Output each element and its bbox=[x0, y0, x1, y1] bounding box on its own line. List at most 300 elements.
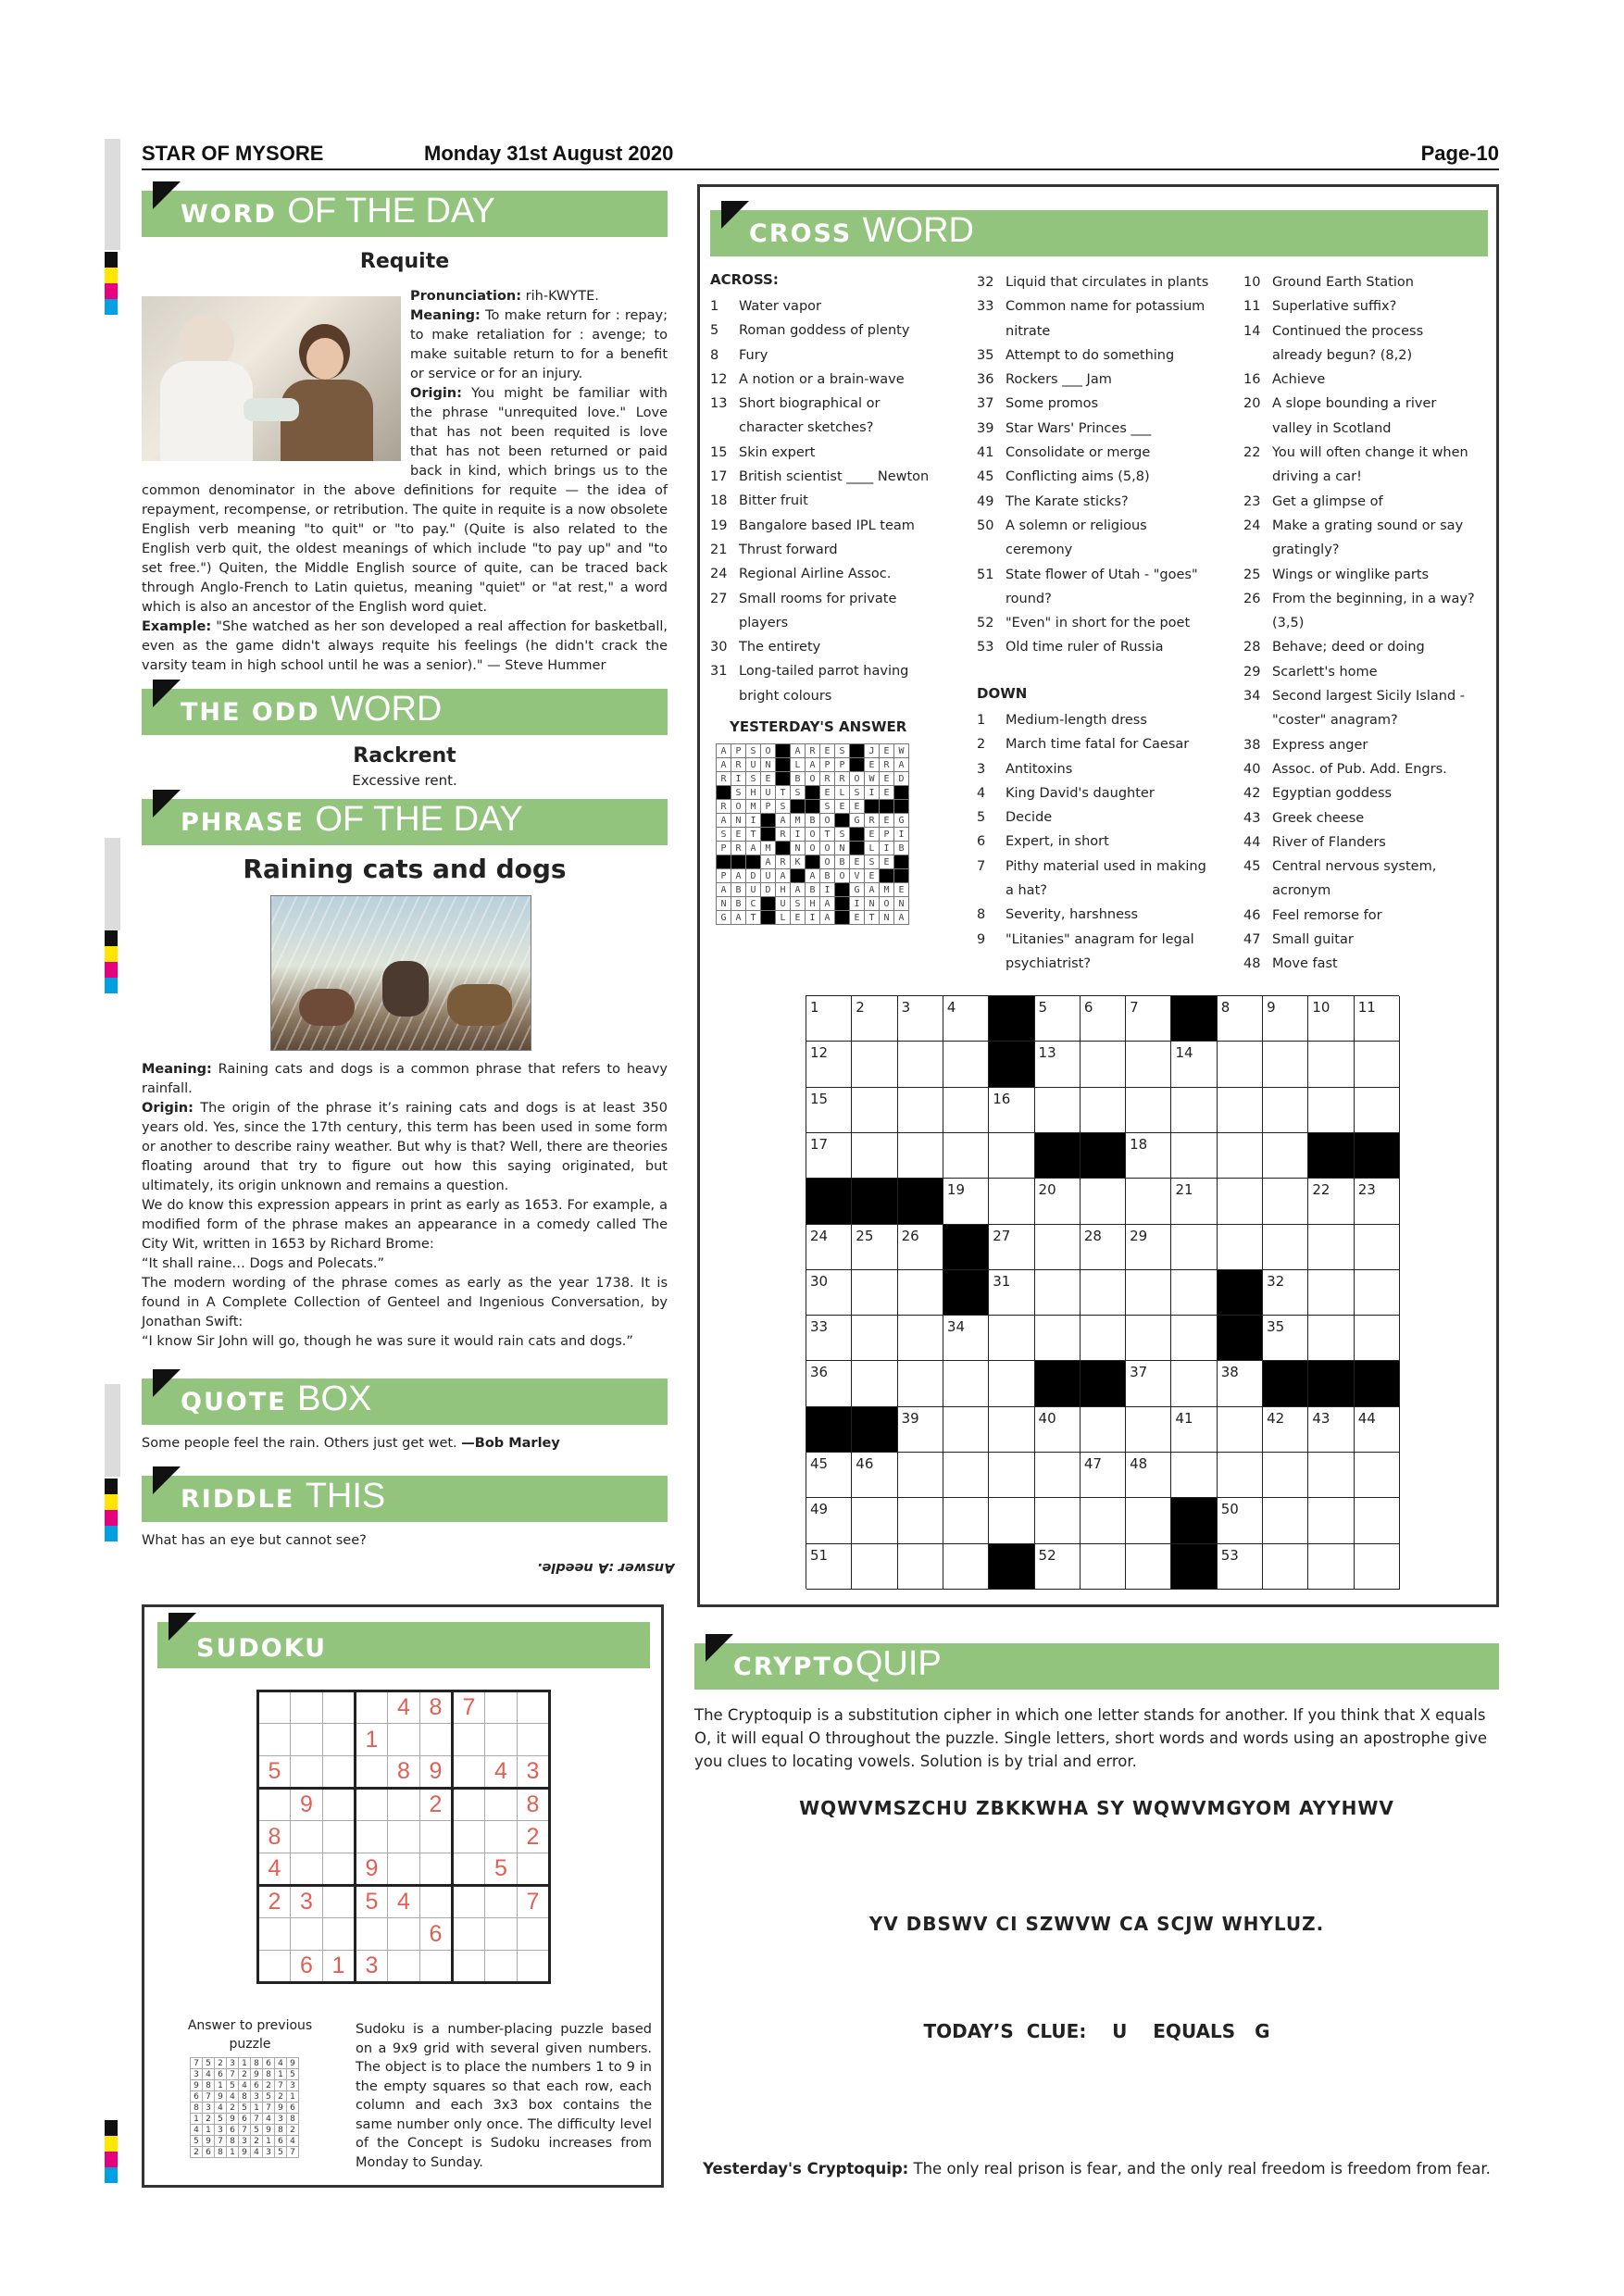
sudoku-cell[interactable]: 5 bbox=[258, 1756, 291, 1789]
answer-cell bbox=[776, 772, 791, 786]
crossword-cell[interactable]: 4 bbox=[943, 996, 989, 1042]
crossword-cell[interactable] bbox=[852, 1088, 897, 1133]
clue-item bbox=[1243, 294, 1493, 318]
sudoku-cell[interactable] bbox=[453, 1789, 485, 1821]
clue-text: Severity, harshness bbox=[1006, 907, 1139, 923]
sudoku-answer-cell: 4 bbox=[263, 2114, 275, 2125]
sudoku-cell[interactable]: 4 bbox=[388, 1886, 420, 1918]
sudoku-cell[interactable]: 2 bbox=[258, 1886, 291, 1918]
crossword-cell[interactable] bbox=[1081, 1270, 1126, 1316]
crossword-cell[interactable]: 53 bbox=[1218, 1544, 1263, 1590]
sudoku-cell[interactable]: 5 bbox=[485, 1853, 518, 1886]
crossword-cell[interactable] bbox=[1218, 1088, 1263, 1133]
crossword-cell[interactable]: 26 bbox=[898, 1225, 943, 1270]
crossword-cell[interactable]: 7 bbox=[1126, 996, 1171, 1042]
crossword-cell[interactable] bbox=[943, 1544, 989, 1590]
answer-cell: P bbox=[731, 744, 746, 758]
sudoku-cell[interactable] bbox=[356, 1789, 388, 1821]
sudoku-answer-cell: 5 bbox=[215, 2114, 227, 2125]
crossword-cell[interactable] bbox=[1126, 1088, 1171, 1133]
crossword-cell[interactable] bbox=[1035, 1316, 1081, 1361]
crossword-cell[interactable]: 42 bbox=[1263, 1407, 1308, 1453]
crossword-cell[interactable] bbox=[1355, 1042, 1400, 1087]
crossword-cell[interactable]: 3 bbox=[898, 996, 943, 1042]
crossword-cell[interactable] bbox=[1308, 1225, 1354, 1270]
clue-text: State flower of Utah - "goes" bbox=[1006, 567, 1198, 582]
crossword-cell[interactable] bbox=[1308, 1270, 1354, 1316]
sudoku-cell[interactable] bbox=[485, 1821, 518, 1853]
crossword-cell[interactable]: 38 bbox=[1218, 1361, 1263, 1406]
crossword-cell[interactable]: 1 bbox=[806, 996, 852, 1042]
answer-cell: S bbox=[776, 800, 791, 814]
crossword-grid[interactable] bbox=[806, 995, 1399, 1589]
sudoku-cell[interactable] bbox=[291, 1691, 323, 1724]
sudoku-cell[interactable]: 8 bbox=[258, 1821, 291, 1853]
crossword-cell[interactable] bbox=[1171, 1316, 1217, 1361]
crossword-cell[interactable]: 39 bbox=[898, 1407, 943, 1453]
crossword-cell[interactable] bbox=[943, 1453, 989, 1498]
crossword-cell[interactable]: 21 bbox=[1171, 1179, 1217, 1224]
page-number: Page-10 bbox=[1420, 142, 1499, 165]
crossword-cell[interactable] bbox=[1171, 1361, 1217, 1406]
clue-item bbox=[977, 587, 1227, 611]
sudoku-cell[interactable]: 4 bbox=[485, 1756, 518, 1789]
crossword-cell[interactable] bbox=[943, 1361, 989, 1406]
answer-cell: S bbox=[791, 786, 806, 800]
sudoku-cell[interactable] bbox=[485, 1789, 518, 1821]
sudoku-cell[interactable] bbox=[453, 1918, 485, 1951]
crossword-cell[interactable]: 52 bbox=[1035, 1544, 1081, 1590]
sudoku-answer-cell: 3 bbox=[215, 2125, 227, 2136]
crossword-cell[interactable] bbox=[852, 1133, 897, 1179]
answer-cell: U bbox=[746, 758, 761, 772]
crossword-cell[interactable] bbox=[898, 1088, 943, 1133]
crossword-cell[interactable] bbox=[1355, 1316, 1400, 1361]
sudoku-cell[interactable] bbox=[420, 1951, 453, 1983]
crossword-cell[interactable]: 10 bbox=[1308, 996, 1354, 1042]
sudoku-cell[interactable]: 2 bbox=[518, 1821, 550, 1853]
sudoku-cell[interactable] bbox=[420, 1886, 453, 1918]
sudoku-cell[interactable]: 3 bbox=[291, 1886, 323, 1918]
answer-cell: B bbox=[820, 869, 835, 883]
sudoku-cell[interactable] bbox=[258, 1789, 291, 1821]
corner-triangle-icon bbox=[153, 181, 181, 209]
answer-cell: E bbox=[880, 786, 894, 800]
crossword-cell[interactable]: 17 bbox=[806, 1133, 852, 1179]
clue-number: 45 bbox=[977, 469, 994, 485]
sudoku-cell[interactable] bbox=[518, 1918, 550, 1951]
crossword-cell[interactable]: 25 bbox=[852, 1225, 897, 1270]
clue-item bbox=[1243, 441, 1493, 465]
crossword-cell[interactable] bbox=[1218, 1133, 1263, 1179]
crossword-cell[interactable] bbox=[852, 1544, 897, 1590]
crossword-cell[interactable] bbox=[1035, 1453, 1081, 1498]
crossword-cell[interactable] bbox=[1126, 1498, 1171, 1543]
crossword-cell[interactable] bbox=[1263, 1179, 1308, 1224]
clue-number bbox=[977, 879, 1006, 903]
crossword-cell[interactable] bbox=[1126, 1042, 1171, 1087]
clue-item bbox=[710, 368, 960, 392]
crossword-cell[interactable] bbox=[989, 1407, 1034, 1453]
sudoku-cell[interactable]: 3 bbox=[518, 1756, 550, 1789]
crossword-cell[interactable] bbox=[943, 1088, 989, 1133]
sudoku-cell[interactable]: 8 bbox=[518, 1789, 550, 1821]
crossword-cell[interactable] bbox=[1126, 1179, 1171, 1224]
sudoku-cell[interactable] bbox=[485, 1918, 518, 1951]
crossword-cell[interactable] bbox=[1218, 1453, 1263, 1498]
crossword-cell[interactable]: 24 bbox=[806, 1225, 852, 1270]
answer-cell bbox=[761, 828, 776, 842]
crossword-cell[interactable]: 44 bbox=[1355, 1407, 1400, 1453]
sudoku-cell[interactable] bbox=[388, 1951, 420, 1983]
sudoku-cell[interactable]: 1 bbox=[323, 1951, 356, 1983]
crossword-cell[interactable] bbox=[852, 1270, 897, 1316]
crossword-cell[interactable] bbox=[1308, 1042, 1354, 1087]
sudoku-cell[interactable] bbox=[356, 1821, 388, 1853]
sudoku-cell[interactable] bbox=[323, 1821, 356, 1853]
sudoku-cell[interactable]: 7 bbox=[518, 1886, 550, 1918]
sudoku-cell[interactable] bbox=[323, 1789, 356, 1821]
clue-text: Feel remorse for bbox=[1272, 907, 1382, 923]
sudoku-answer-cell: 8 bbox=[203, 2080, 215, 2091]
sudoku-cell[interactable] bbox=[420, 1821, 453, 1853]
sudoku-cell[interactable] bbox=[258, 1918, 291, 1951]
sudoku-cell[interactable]: 9 bbox=[420, 1756, 453, 1789]
crossword-cell[interactable] bbox=[1263, 1453, 1308, 1498]
crossword-cell[interactable] bbox=[852, 1042, 897, 1087]
sudoku-answer-cell: 1 bbox=[263, 2136, 275, 2147]
sudoku-cell[interactable] bbox=[388, 1724, 420, 1756]
crossword-cell[interactable] bbox=[1218, 1407, 1263, 1453]
crossword-cell[interactable] bbox=[1171, 1133, 1217, 1179]
clue-number: 9 bbox=[977, 931, 986, 947]
crossword-cell[interactable]: 19 bbox=[943, 1179, 989, 1224]
sudoku-cell[interactable] bbox=[420, 1724, 453, 1756]
sudoku-cell[interactable] bbox=[356, 1691, 388, 1724]
crossword-cell[interactable]: 18 bbox=[1126, 1133, 1171, 1179]
crossword-cell[interactable] bbox=[1355, 1498, 1400, 1543]
crossword-cell[interactable]: 29 bbox=[1126, 1225, 1171, 1270]
sudoku-cell[interactable] bbox=[323, 1886, 356, 1918]
sudoku-cell[interactable]: 9 bbox=[291, 1789, 323, 1821]
crossword-cell[interactable] bbox=[1081, 1544, 1126, 1590]
crossword-cell[interactable]: 47 bbox=[1081, 1453, 1126, 1498]
clue-item bbox=[977, 563, 1227, 587]
crossword-cell[interactable]: 49 bbox=[806, 1498, 852, 1543]
crossword-cell[interactable] bbox=[1263, 1225, 1308, 1270]
crossword-cell[interactable] bbox=[1263, 1088, 1308, 1133]
crossword-cell[interactable] bbox=[1171, 1088, 1217, 1133]
sudoku-answer-cell: 4 bbox=[275, 2058, 287, 2069]
crossword-cell[interactable] bbox=[898, 1453, 943, 1498]
sudoku-cell[interactable] bbox=[291, 1918, 323, 1951]
crossword-cell[interactable] bbox=[1126, 1544, 1171, 1590]
crossword-cell[interactable]: 27 bbox=[989, 1225, 1034, 1270]
crossword-cell[interactable] bbox=[1308, 1498, 1354, 1543]
crossword-cell[interactable] bbox=[989, 1316, 1034, 1361]
crossword-cell[interactable]: 6 bbox=[1081, 996, 1126, 1042]
sudoku-cell[interactable] bbox=[323, 1853, 356, 1886]
crossword-block bbox=[898, 1179, 943, 1224]
crossword-cell[interactable]: 23 bbox=[1355, 1179, 1400, 1224]
crossword-cell[interactable]: 9 bbox=[1263, 996, 1308, 1042]
crossword-cell[interactable] bbox=[1126, 1407, 1171, 1453]
crossword-cell[interactable] bbox=[1081, 1407, 1126, 1453]
crossword-cell[interactable] bbox=[1263, 1133, 1308, 1179]
sudoku-answer-cell: 3 bbox=[275, 2114, 287, 2125]
crossword-cell[interactable] bbox=[1218, 1225, 1263, 1270]
sudoku-answer-cell: 5 bbox=[203, 2058, 215, 2069]
crossword-cell[interactable] bbox=[898, 1498, 943, 1543]
crossword-cell[interactable] bbox=[898, 1133, 943, 1179]
sudoku-answer-cell: 4 bbox=[203, 2069, 215, 2080]
sudoku-cell[interactable] bbox=[323, 1691, 356, 1724]
crossword-cell[interactable] bbox=[1126, 1270, 1171, 1316]
sudoku-cell[interactable] bbox=[258, 1724, 291, 1756]
crossword-cell[interactable]: 31 bbox=[989, 1270, 1034, 1316]
crossword-block bbox=[1081, 1133, 1126, 1179]
crossword-cell[interactable] bbox=[1035, 1225, 1081, 1270]
crossword-cell[interactable]: 12 bbox=[806, 1042, 852, 1087]
crossword-cell[interactable]: 11 bbox=[1355, 996, 1400, 1042]
crossword-cell[interactable]: 35 bbox=[1263, 1316, 1308, 1361]
sudoku-cell[interactable] bbox=[485, 1886, 518, 1918]
sudoku-cell[interactable] bbox=[453, 1821, 485, 1853]
crossword-cell[interactable]: 45 bbox=[806, 1453, 852, 1498]
answer-cell: P bbox=[761, 800, 776, 814]
clue-item bbox=[710, 635, 960, 659]
crossword-cell[interactable] bbox=[1355, 1544, 1400, 1590]
crossword-cell[interactable] bbox=[1126, 1316, 1171, 1361]
registration-colour-mark bbox=[105, 1479, 118, 1541]
crossword-cell[interactable]: 2 bbox=[852, 996, 897, 1042]
sudoku-cell[interactable] bbox=[323, 1756, 356, 1789]
crossword-cell[interactable] bbox=[898, 1042, 943, 1087]
answer-cell: A bbox=[776, 869, 791, 883]
crossword-cell[interactable] bbox=[1308, 1088, 1354, 1133]
crossword-cell[interactable] bbox=[852, 1498, 897, 1543]
sudoku-cell[interactable]: 8 bbox=[420, 1691, 453, 1724]
sudoku-answer-cell: 1 bbox=[215, 2080, 227, 2091]
sudoku-cell[interactable] bbox=[388, 1821, 420, 1853]
crossword-cell[interactable] bbox=[1308, 1544, 1354, 1590]
crossword-cell[interactable]: 5 bbox=[1035, 996, 1081, 1042]
crossword-cell[interactable]: 20 bbox=[1035, 1179, 1081, 1224]
crossword-cell[interactable]: 37 bbox=[1126, 1361, 1171, 1406]
crossword-cell[interactable] bbox=[1355, 1088, 1400, 1133]
crossword-cell[interactable] bbox=[1081, 1088, 1126, 1133]
answer-cell: I bbox=[850, 897, 865, 911]
sudoku-cell[interactable]: 1 bbox=[356, 1724, 388, 1756]
sudoku-cell[interactable] bbox=[453, 1853, 485, 1886]
crossword-cell[interactable] bbox=[1171, 1270, 1217, 1316]
crossword-cell[interactable] bbox=[989, 1453, 1034, 1498]
crossword-cell[interactable] bbox=[1081, 1042, 1126, 1087]
sudoku-cell[interactable] bbox=[518, 1951, 550, 1983]
sudoku-cell[interactable] bbox=[420, 1853, 453, 1886]
answer-cell: A bbox=[806, 869, 820, 883]
sudoku-cell[interactable] bbox=[258, 1951, 291, 1983]
sudoku-cell[interactable] bbox=[323, 1918, 356, 1951]
answer-cell: R bbox=[776, 828, 791, 842]
crossword-cell[interactable] bbox=[1218, 1042, 1263, 1087]
sudoku-cell[interactable] bbox=[518, 1691, 550, 1724]
crossword-cell[interactable] bbox=[898, 1270, 943, 1316]
sudoku-cell[interactable] bbox=[356, 1756, 388, 1789]
crossword-cell[interactable] bbox=[1263, 1498, 1308, 1543]
crossword-cell[interactable]: 30 bbox=[806, 1270, 852, 1316]
sudoku-cell[interactable] bbox=[291, 1756, 323, 1789]
crossword-cell[interactable] bbox=[1355, 1453, 1400, 1498]
crossword-cell[interactable] bbox=[1035, 1270, 1081, 1316]
crossword-cell[interactable] bbox=[1263, 1042, 1308, 1087]
sudoku-cell[interactable] bbox=[291, 1821, 323, 1853]
crossword-cell[interactable] bbox=[989, 1361, 1034, 1406]
sudoku-cell[interactable]: 2 bbox=[420, 1789, 453, 1821]
crossword-cell[interactable] bbox=[1218, 1179, 1263, 1224]
sudoku-answer-cell: 6 bbox=[275, 2136, 287, 2147]
clue-text: Some promos bbox=[1006, 396, 1098, 412]
crossword-cell[interactable] bbox=[1171, 1225, 1217, 1270]
crossword-cell[interactable]: 36 bbox=[806, 1361, 852, 1406]
crossword-cell[interactable] bbox=[1081, 1179, 1126, 1224]
crossword-cell[interactable]: 14 bbox=[1171, 1042, 1217, 1087]
answer-cell: B bbox=[806, 814, 820, 828]
sudoku-grid[interactable] bbox=[256, 1690, 551, 1984]
sudoku-cell[interactable] bbox=[388, 1853, 420, 1886]
crossword-cell[interactable]: 43 bbox=[1308, 1407, 1354, 1453]
crossword-cell[interactable]: 13 bbox=[1035, 1042, 1081, 1087]
sudoku-cell[interactable]: 6 bbox=[291, 1951, 323, 1983]
sudoku-answer-cell: 9 bbox=[191, 2080, 203, 2091]
clue-text: Ground Earth Station bbox=[1272, 275, 1414, 290]
crossword-cell[interactable] bbox=[852, 1361, 897, 1406]
crossword-cell[interactable]: 46 bbox=[852, 1453, 897, 1498]
crossword-cell[interactable] bbox=[989, 1179, 1034, 1224]
answer-row bbox=[717, 800, 909, 814]
crossword-cell[interactable]: 50 bbox=[1218, 1498, 1263, 1543]
clue-number: 36 bbox=[977, 372, 994, 388]
cryptoquip-yesterday: Yesterday's Cryptoquip: The only real prison is fear, and the only real freedom is freedom from fear. bbox=[703, 2160, 1491, 2177]
sudoku-cell[interactable] bbox=[485, 1691, 518, 1724]
crossword-cell[interactable] bbox=[1308, 1316, 1354, 1361]
crossword-cell[interactable] bbox=[943, 1042, 989, 1087]
crossword-cell[interactable]: 28 bbox=[1081, 1225, 1126, 1270]
crossword-cell[interactable] bbox=[1035, 1088, 1081, 1133]
quote-banner: QUOTE BOX bbox=[142, 1379, 668, 1425]
clue-number bbox=[977, 538, 1006, 562]
sudoku-cell[interactable] bbox=[323, 1724, 356, 1756]
quote-text: Some people feel the rain. Others just get wet. —Bob Marley bbox=[142, 1436, 560, 1451]
crossword-cell[interactable] bbox=[898, 1361, 943, 1406]
sudoku-cell[interactable]: 8 bbox=[388, 1756, 420, 1789]
answer-cell: O bbox=[806, 828, 820, 842]
crossword-cell[interactable] bbox=[1035, 1498, 1081, 1543]
crossword-cell[interactable] bbox=[1171, 1453, 1217, 1498]
sudoku-cell[interactable] bbox=[453, 1886, 485, 1918]
odd-word-title: Rackrent bbox=[353, 744, 456, 767]
sudoku-cell[interactable] bbox=[518, 1724, 550, 1756]
sudoku-cell[interactable] bbox=[453, 1724, 485, 1756]
sudoku-cell[interactable] bbox=[453, 1756, 485, 1789]
sudoku-cell[interactable]: 4 bbox=[388, 1691, 420, 1724]
crossword-cell[interactable]: 22 bbox=[1308, 1179, 1354, 1224]
sudoku-cell[interactable] bbox=[485, 1951, 518, 1983]
sudoku-cell[interactable] bbox=[356, 1918, 388, 1951]
crossword-cell[interactable]: 41 bbox=[1171, 1407, 1217, 1453]
sudoku-cell[interactable] bbox=[291, 1724, 323, 1756]
answer-cell: G bbox=[894, 814, 909, 828]
crossword-cell[interactable] bbox=[943, 1133, 989, 1179]
crossword-block bbox=[1035, 1133, 1081, 1179]
answer-cell: A bbox=[717, 744, 731, 758]
sudoku-cell[interactable] bbox=[291, 1853, 323, 1886]
crossword-cell[interactable]: 40 bbox=[1035, 1407, 1081, 1453]
sudoku-cell[interactable] bbox=[258, 1691, 291, 1724]
clue-text: Expert, in short bbox=[1006, 834, 1109, 850]
crossword-cell[interactable] bbox=[989, 1133, 1034, 1179]
clue-text: Wings or winglike parts bbox=[1272, 567, 1430, 582]
sudoku-row bbox=[258, 1821, 550, 1853]
sudoku-cell[interactable]: 7 bbox=[453, 1691, 485, 1724]
crossword-cell[interactable] bbox=[852, 1316, 897, 1361]
crossword-cell[interactable]: 16 bbox=[989, 1088, 1034, 1133]
sudoku-answer-cell: 8 bbox=[227, 2136, 239, 2147]
sudoku-cell[interactable]: 3 bbox=[356, 1951, 388, 1983]
sudoku-cell[interactable]: 6 bbox=[420, 1918, 453, 1951]
sudoku-cell[interactable] bbox=[485, 1724, 518, 1756]
answer-row bbox=[717, 869, 909, 883]
crossword-cell[interactable]: 15 bbox=[806, 1088, 852, 1133]
sudoku-cell[interactable] bbox=[388, 1789, 420, 1821]
crossword-cell[interactable] bbox=[898, 1316, 943, 1361]
sudoku-cell[interactable]: 9 bbox=[356, 1853, 388, 1886]
crossword-cell[interactable] bbox=[1355, 1270, 1400, 1316]
sudoku-cell[interactable] bbox=[388, 1918, 420, 1951]
sudoku-cell[interactable]: 5 bbox=[356, 1886, 388, 1918]
clue-text: Scarlett's home bbox=[1272, 664, 1378, 680]
crossword-cell[interactable]: 33 bbox=[806, 1316, 852, 1361]
crossword-cell[interactable] bbox=[943, 1407, 989, 1453]
crossword-cell[interactable] bbox=[1355, 1225, 1400, 1270]
clue-item bbox=[1243, 660, 1493, 684]
crossword-cell[interactable] bbox=[1308, 1453, 1354, 1498]
clue-text: Star Wars' Princes ___ bbox=[1006, 420, 1152, 436]
clue-text: valley in Scotland bbox=[1272, 420, 1392, 436]
crossword-cell[interactable] bbox=[898, 1544, 943, 1590]
sudoku-answer-cell: 5 bbox=[227, 2080, 239, 2091]
clue-number: 53 bbox=[977, 640, 994, 655]
crossword-cell[interactable]: 34 bbox=[943, 1316, 989, 1361]
crossword-cell[interactable]: 48 bbox=[1126, 1453, 1171, 1498]
sudoku-cell[interactable] bbox=[518, 1853, 550, 1886]
crossword-cell[interactable] bbox=[1263, 1544, 1308, 1590]
crossword-cell[interactable]: 51 bbox=[806, 1544, 852, 1590]
crossword-cell[interactable]: 8 bbox=[1218, 996, 1263, 1042]
answer-cell: S bbox=[835, 828, 850, 842]
clue-number: 24 bbox=[1243, 518, 1261, 533]
answer-cell: R bbox=[717, 800, 731, 814]
crossword-cell[interactable] bbox=[943, 1498, 989, 1543]
crossword-cell[interactable] bbox=[1081, 1316, 1126, 1361]
crossword-cell[interactable]: 32 bbox=[1263, 1270, 1308, 1316]
clue-text: River of Flanders bbox=[1272, 834, 1386, 850]
crossword-cell[interactable] bbox=[1081, 1498, 1126, 1543]
crossword-cell[interactable] bbox=[989, 1498, 1034, 1543]
sudoku-row bbox=[258, 1691, 550, 1724]
sudoku-cell[interactable] bbox=[453, 1951, 485, 1983]
sudoku-cell[interactable]: 4 bbox=[258, 1853, 291, 1886]
